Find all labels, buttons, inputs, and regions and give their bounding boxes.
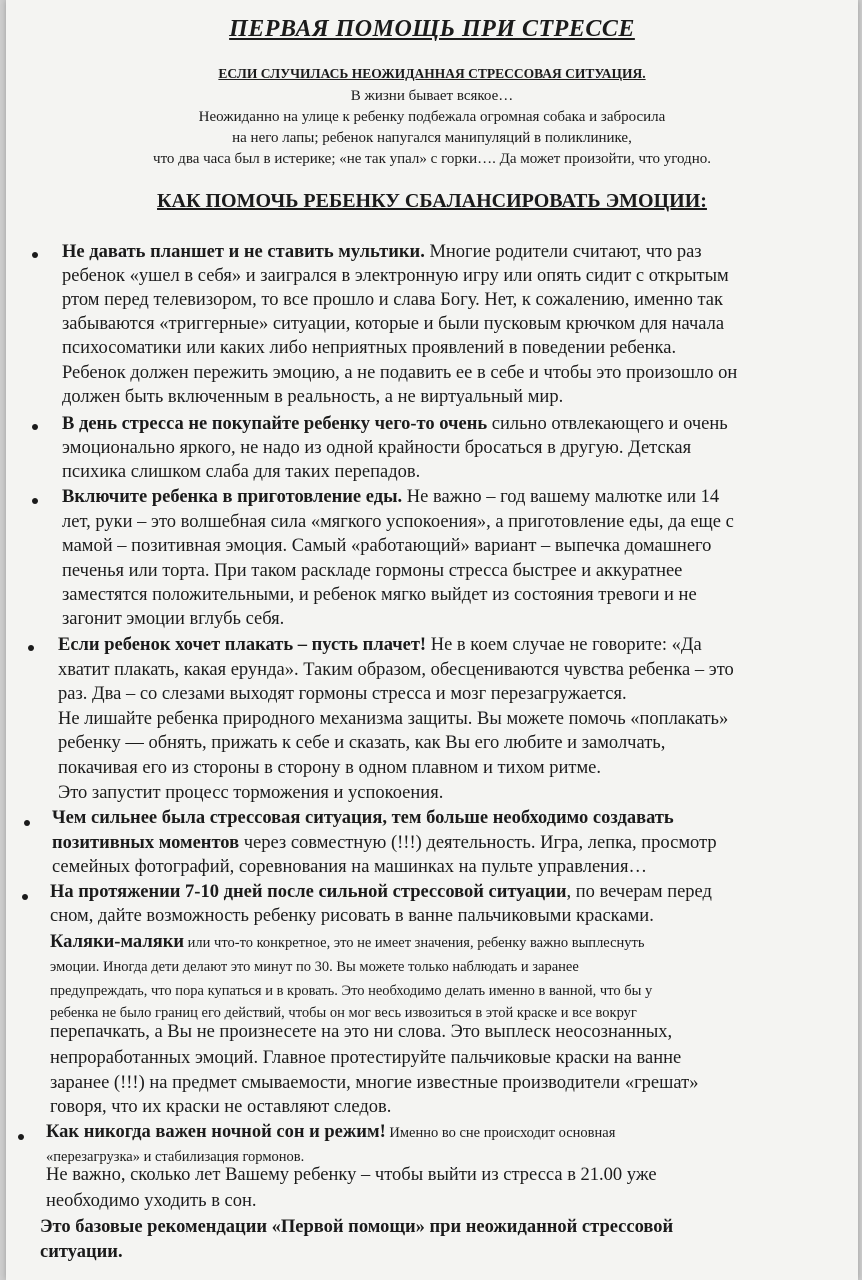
text-run: , по вечерам перед xyxy=(566,882,712,902)
bold-lead: Каляки-маляки xyxy=(50,932,185,952)
bullet-4-line xyxy=(58,633,702,657)
bullet-7-line: необходимо уходить в сон. xyxy=(46,1191,257,1211)
bullet-6-line: перепачкать, а Вы не произнесете на это ни слова. Это выплеск неосознанных, xyxy=(50,1022,673,1042)
bullet-1-line: ртом перед телевизором, то все прошло и слава Богу. Нет, к сожалению, именно так xyxy=(62,290,723,310)
closing-text: Это базовые рекомендации «Первой помощи» при неожиданной стрессовой xyxy=(40,1217,674,1237)
bullet-4-line: Не лишайте ребенка природного механизма защиты. Вы можете помочь «поплакать» xyxy=(58,709,729,729)
text-run: через совместную (!!!) деятельность. Игра, лепка, просмотр xyxy=(239,833,717,853)
bullet-6-line: заранее (!!!) на предмет смываемости, многие известные производители «грешат» xyxy=(50,1073,699,1093)
bullet-4-line: раз. Два – со слезами выходят гормоны стресса и мозг перезагружается. xyxy=(58,684,627,704)
bullet-6-line: говоря, что их краски не оставляют следов. xyxy=(50,1097,392,1117)
page-title: ПЕРВАЯ ПОМОЩЬ ПРИ СТРЕССЕ xyxy=(229,16,635,42)
bullet-3-line: мамой – позитивная эмоция. Самый «работающий» вариант – выпечка домашнего xyxy=(62,536,712,556)
text-run: Не в коем случае не говорите: «Да xyxy=(426,635,702,655)
bullet-2-line: психика слишком слаба для таких перепадов. xyxy=(62,462,421,482)
bullet-6-line: ребенка не было границ его действий, чтобы он мог весь извозиться в этой краске и все вокруг xyxy=(50,1005,637,1021)
bold-lead: Включите ребенка в приготовление еды. xyxy=(62,487,403,507)
intro-paragraph xyxy=(6,86,858,170)
bullet-3-line: лет, руки – это волшебная сила «мягкого успокоения», а приготовление еды, да еще с xyxy=(62,512,734,532)
document-sheet xyxy=(6,0,858,1280)
bullet-6-line: непроработанных эмоций. Главное протестируйте пальчиковые краски на ванне xyxy=(50,1048,682,1068)
bold-lead: На протяжении 7-10 дней после сильной стрессовой ситуации xyxy=(50,882,567,902)
bullet-6-line: эмоции. Иногда дети делают это минут по 30. Вы можете только наблюдать и заранее xyxy=(50,959,579,975)
bold-lead: Как никогда важен ночной сон и режим! xyxy=(46,1122,386,1142)
bullet-icon xyxy=(24,820,30,826)
closing-text: ситуации. xyxy=(40,1242,123,1262)
intro-line: на него лапы; ребенок напугался манипуляций в поликлинике, xyxy=(232,130,632,146)
bold-lead: Чем сильнее была стрессовая ситуация, тем больше необходимо создавать xyxy=(52,808,674,828)
bullet-1-line: забываются «триггерные» ситуации, которые и были пусковым крючком для начала xyxy=(62,314,725,334)
bullet-4-line: хватит плакать, какая ерунда». Таким образом, обесцениваются чувства ребенка – это xyxy=(58,660,734,680)
section-heading: КАК ПОМОЧЬ РЕБЕНКУ СБАЛАНСИРОВАТЬ ЭМОЦИИ: xyxy=(157,190,707,212)
bullet-1-line: ребенок «ушел в себя» и заигрался в электронную игру или опять сидит с открытым xyxy=(62,266,729,286)
text-run: Не важно – год вашему малютке или 14 xyxy=(402,487,720,507)
bold-lead: позитивных моментов xyxy=(52,833,240,853)
bullet-icon xyxy=(22,894,28,900)
bullet-7-line xyxy=(46,1120,615,1145)
closing-line xyxy=(40,1215,673,1239)
bullet-6-line xyxy=(50,930,645,955)
bullet-1-line: Ребенок должен пережить эмоцию, а не подавить ее в себе и чтобы это произошло он xyxy=(62,363,738,383)
text-run: Именно во сне происходит основная xyxy=(385,1125,616,1141)
bold-lead: Если ребенок хочет плакать – пусть плачет! xyxy=(58,635,427,655)
intro-line: что два часа был в истерике; «не так упал» с горки…. Да может произойти, что угодно. xyxy=(153,151,711,167)
bullet-4-line: Это запустит процесс торможения и успокоения. xyxy=(58,783,444,803)
text-run: сильно отвлекающего и очень xyxy=(487,414,728,434)
bullet-3-line: заместятся положительными, и ребенок мягко выйдет из состояния тревоги и не xyxy=(62,585,697,605)
bold-lead: Не давать планшет и не ставить мультики. xyxy=(62,242,425,262)
bullet-6-line: предупреждать, что пора купаться и в кровать. Это необходимо делать именно в ванной, что бы у xyxy=(50,983,653,999)
bullet-7-line: «перезагрузка» и стабилизация гормонов. xyxy=(46,1149,305,1165)
intro-line: В жизни бывает всякое… xyxy=(350,88,514,104)
bullet-6-line xyxy=(50,880,712,904)
text-run: или что-то конкретное, это не имеет значения, ребенку важно выплеснуть xyxy=(184,935,645,951)
bullet-6-line: сном, дайте возможность ребенку рисовать в ванне пальчиковыми красками. xyxy=(50,906,654,926)
bullet-5-line xyxy=(52,806,674,830)
bullet-3-line xyxy=(62,485,719,509)
bullet-1-line: должен быть включенным в реальность, а не виртуальный мир. xyxy=(62,387,564,407)
bullet-4-line: ребенку — обнять, прижать к себе и сказать, как Вы его любите и замолчать, xyxy=(58,733,666,753)
bullet-2-line: эмоционально яркого, не надо из одной крайности бросаться в другую. Детская xyxy=(62,438,692,458)
bold-lead: В день стресса не покупайте ребенку чего-то очень xyxy=(62,414,488,434)
bullet-icon xyxy=(18,1134,24,1140)
intro-line: Неожиданно на улице к ребенку подбежала огромная собака и забросила xyxy=(198,109,666,125)
bullet-4-line: покачивая его из стороны в сторону в одном плавном и тихом ритме. xyxy=(58,758,602,778)
bullet-icon xyxy=(32,424,38,430)
bullet-7-line: Не важно, сколько лет Вашему ребенку – чтобы выйти из стресса в 21.00 уже xyxy=(46,1165,657,1185)
closing-line xyxy=(40,1240,123,1264)
bullet-5-line: семейных фотографий, соревнования на машинках на пульте управления… xyxy=(52,857,647,877)
text-run: Многие родители считают, что раз xyxy=(424,242,702,262)
bullet-icon xyxy=(28,645,34,651)
bullet-icon xyxy=(32,498,38,504)
bullet-icon xyxy=(32,252,38,258)
bullet-1-line: психосоматики или каких либо неприятных проявлений в поведении ребенка. xyxy=(62,338,677,358)
bullet-2-line xyxy=(62,412,728,436)
bullet-1-line xyxy=(62,240,702,264)
bullet-5-line xyxy=(52,831,717,855)
bullet-3-line: печенья или торта. При таком раскладе гормоны стресса быстрее и аккуратнее xyxy=(62,561,683,581)
page-subtitle: ЕСЛИ СЛУЧИЛАСЬ НЕОЖИДАННАЯ СТРЕССОВАЯ СИТУАЦИЯ. xyxy=(218,66,646,81)
bullet-3-line: загонит эмоции вглубь себя. xyxy=(62,609,285,629)
